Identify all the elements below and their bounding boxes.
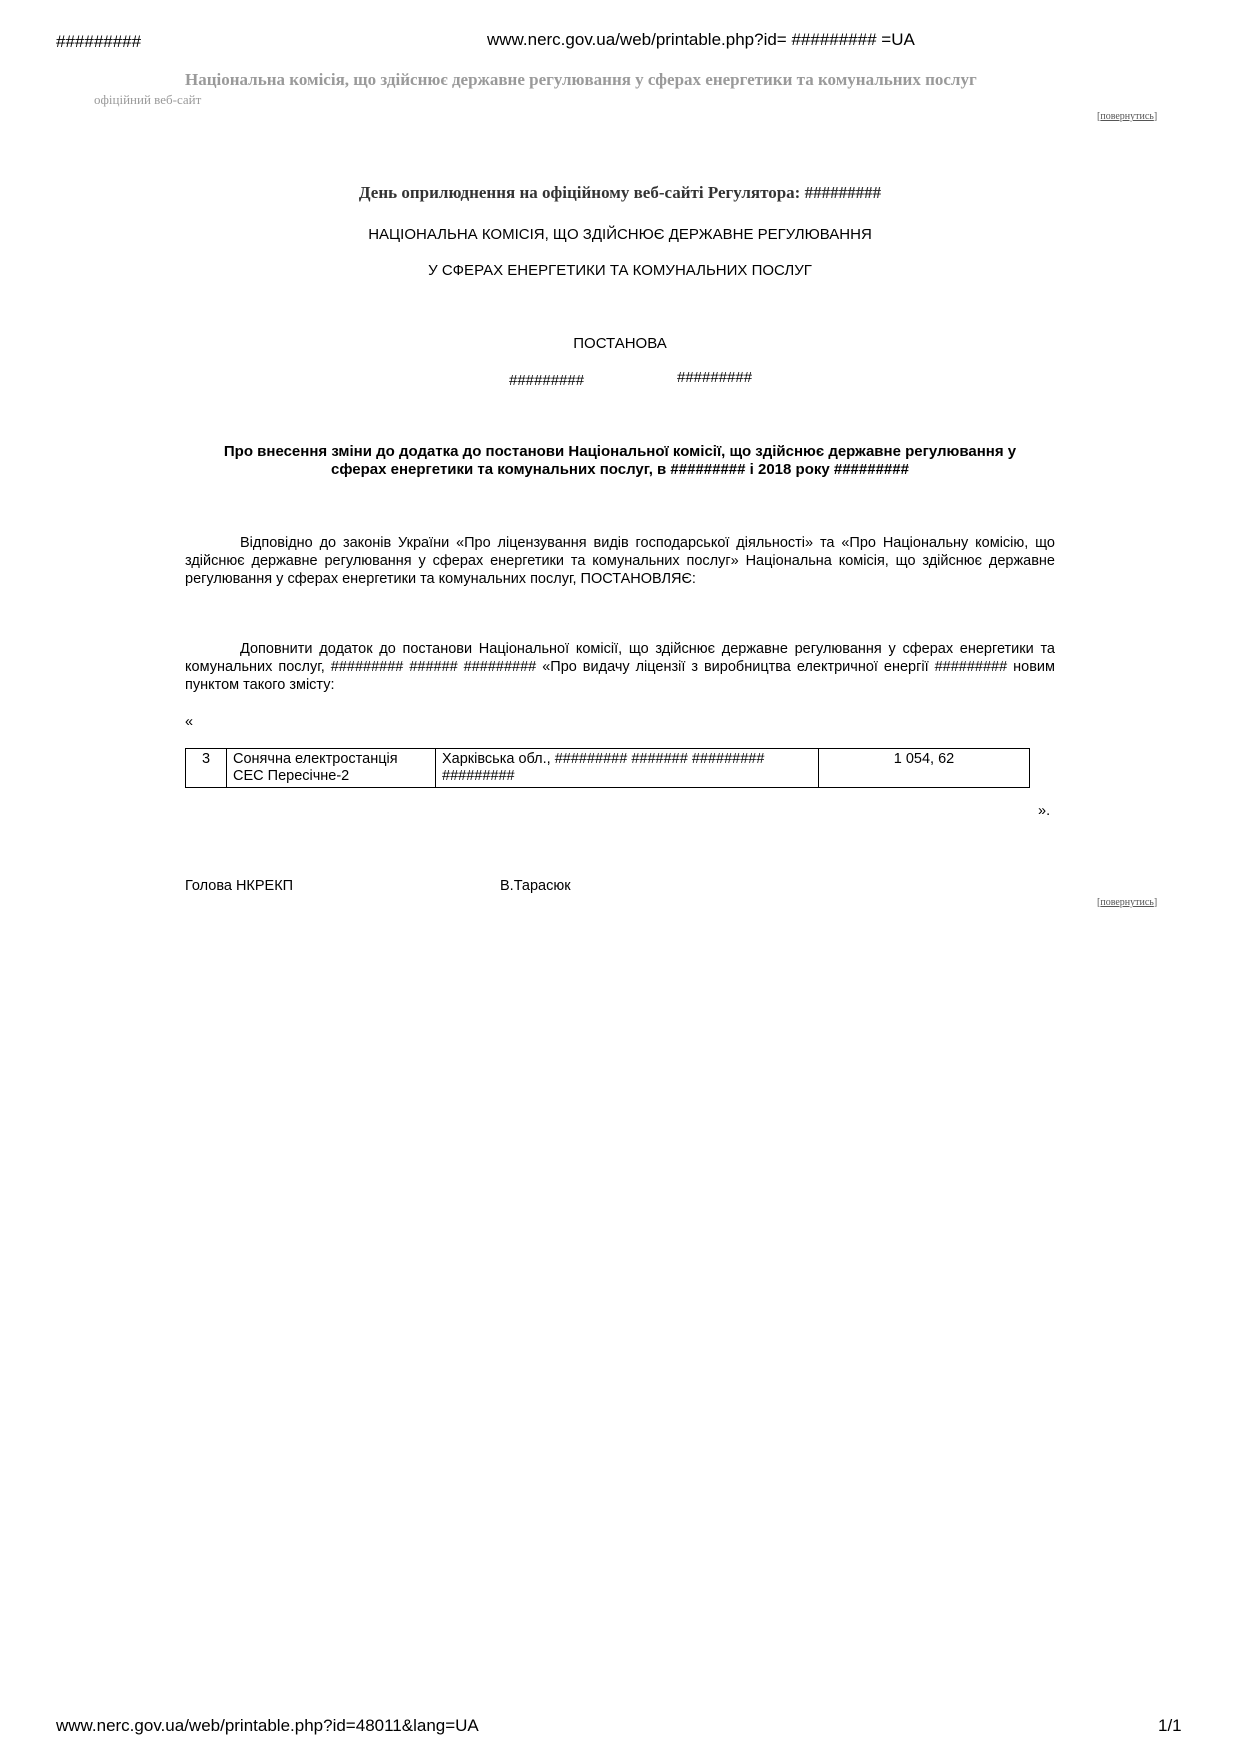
heading-line-1: Про внесення зміни до додатка до постанови Національної комісії, що здійснює державне регулювання у (223, 443, 1017, 460)
print-footer-page: 1/1 (1158, 1716, 1182, 1735)
location-line-1: Харківська обл., ######### ####### ######### (442, 751, 765, 767)
document-type: ПОСТАНОВА (573, 335, 667, 352)
org-line-2: У СФЕРАХ ЕНЕРГЕТИКИ ТА КОМУНАЛЬНИХ ПОСЛУГ (428, 262, 812, 279)
return-link-top[interactable]: [повернутись] (1097, 111, 1158, 122)
print-footer-url: www.nerc.gov.ua/web/printable.php?id=48011&lang=UA (56, 1716, 479, 1735)
open-quote: « (185, 714, 194, 730)
cell-number: 3 (186, 749, 227, 788)
return-link-bottom[interactable]: [повернутись] (1097, 897, 1158, 908)
cell-location (436, 749, 819, 788)
heading-line-2: сферах енергетики та комунальних послуг, в ######### і 2018 року ######### (331, 461, 909, 478)
plant-name-line-2: СЕС Пересічне-2 (233, 768, 350, 784)
paragraph-legal-basis: Відповідно до законів України «Про ліцензування видів господарської діяльності» та «Про Національну комісію, що здійснює державне регулювання у сферах енергетики та комунальних послуг» Національна комісія, що здійснює державне регулювання у сферах енергетики та комунальних послуг, ПОСТАНОВЛЯЄ: (185, 535, 1055, 587)
org-line-1: НАЦІОНАЛЬНА КОМІСІЯ, ЩО ЗДІЙСНЮЄ ДЕРЖАВНЕ РЕГУЛЮВАННЯ (368, 226, 872, 243)
site-title: Національна комісія, що здійснює державне регулювання у сферах енергетики та комунальних послуг (185, 70, 977, 89)
plant-name-line-1: Сонячна електростанція (233, 751, 398, 767)
print-header-url: www.nerc.gov.ua/web/printable.php?id= ######### =UA (487, 30, 915, 49)
cell-capacity: 1 054, 62 (819, 749, 1030, 788)
print-header-left: ######### (56, 32, 142, 51)
document-date: ######### (509, 372, 585, 389)
document-number: ######### (677, 369, 753, 386)
signature-position: Голова НКРЕКП (185, 878, 294, 894)
publication-date: День оприлюднення на офіційному веб-сайті Регулятора: ######### (358, 183, 882, 202)
signature-name: В.Тарасюк (500, 878, 571, 894)
amendment-table (185, 748, 1030, 788)
return-link-top-text[interactable]: повернутись (1100, 111, 1154, 122)
table-row (186, 749, 1030, 788)
location-line-2: ######### (442, 768, 515, 784)
resolution-heading (150, 443, 1090, 479)
close-quote: ». (1038, 803, 1051, 819)
site-subtitle: офіційний веб-сайт (94, 92, 202, 107)
cell-plant-name (227, 749, 436, 788)
return-link-bottom-text[interactable]: повернутись (1100, 897, 1154, 908)
paragraph-amendment: Доповнити додаток до постанови Національної комісії, що здійснює державне регулювання у сферах енергетики та комунальних послуг, ######### ###### ######### «Про видачу ліцензії з виробництва електричної енергії ######### новим пунктом такого змісту: (185, 641, 1055, 693)
